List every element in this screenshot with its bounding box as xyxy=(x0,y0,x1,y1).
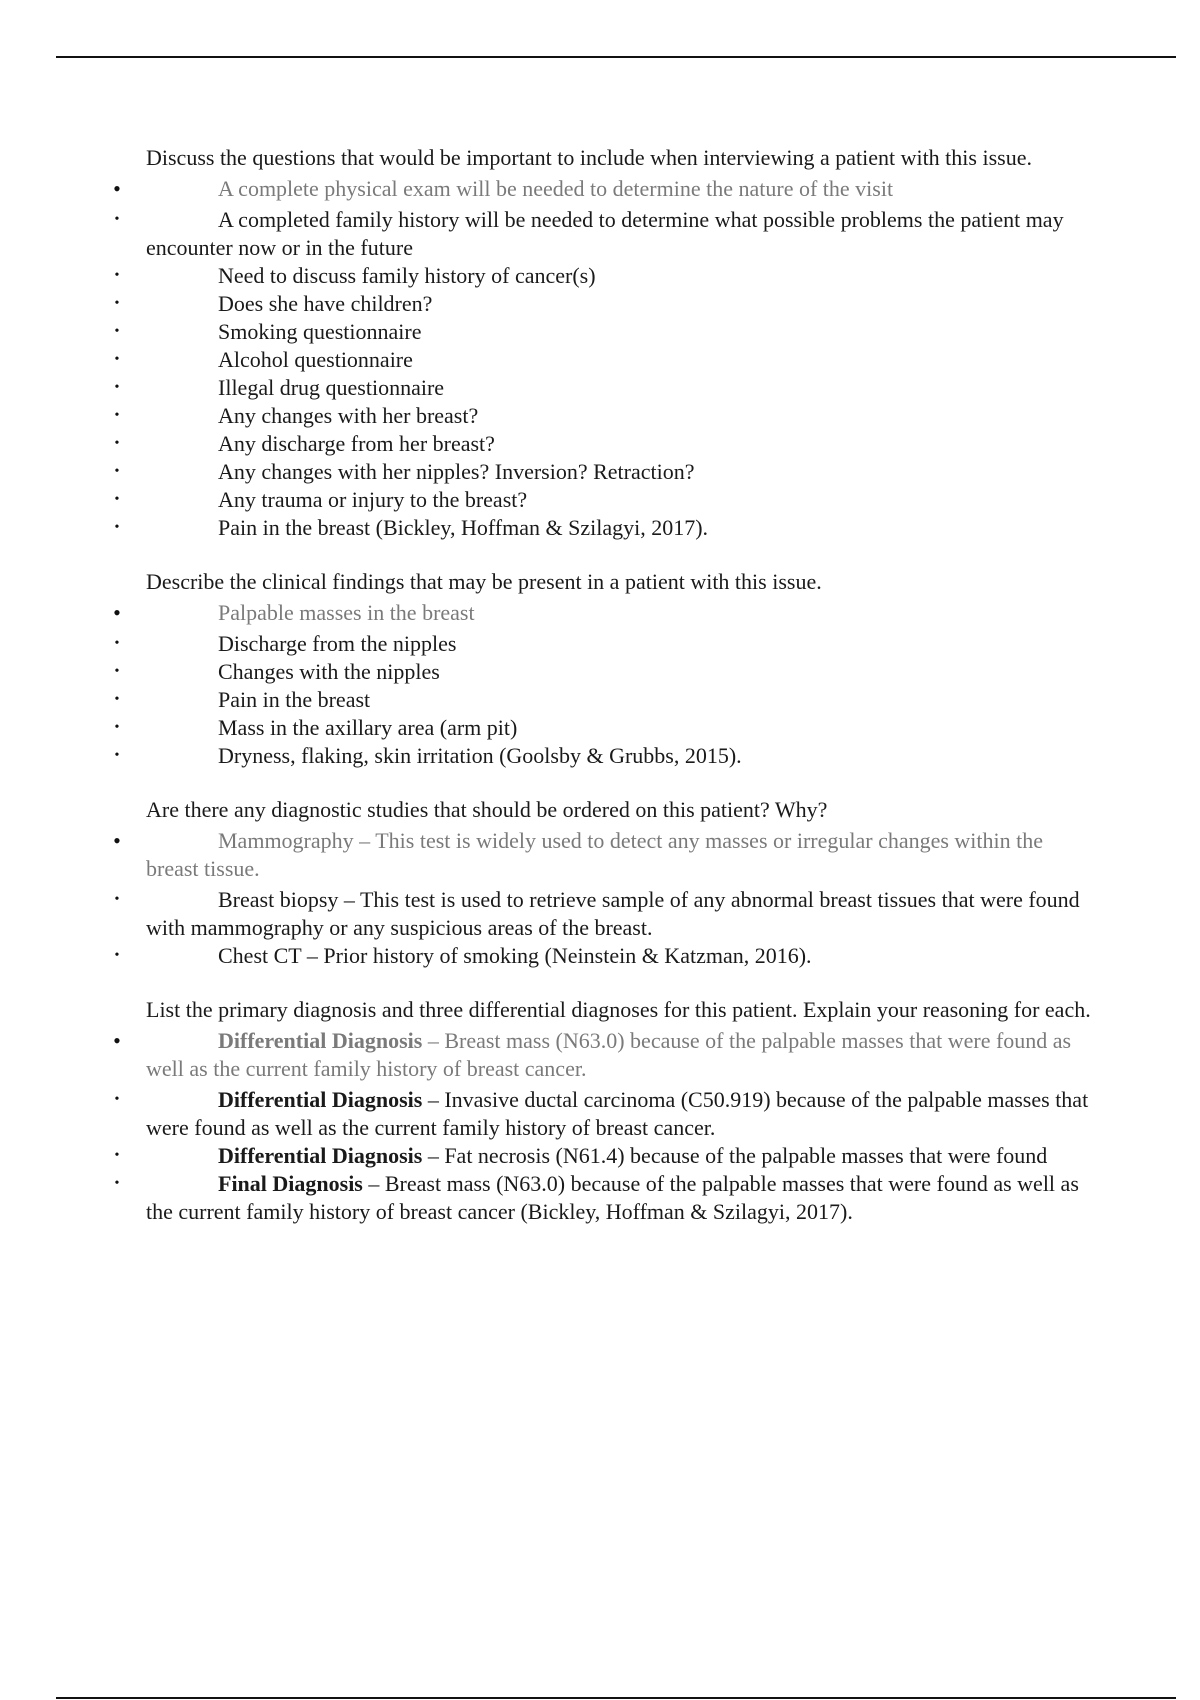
diagnosis-label: Differential Diagnosis xyxy=(218,1087,423,1112)
diagnosis-label: Differential Diagnosis xyxy=(218,1143,423,1168)
section-clinical-findings xyxy=(113,568,1092,770)
bullet-icon: • xyxy=(114,520,120,535)
bullet-icon: • xyxy=(114,892,120,907)
list-item: • Discharge from the nipples xyxy=(146,630,1092,658)
list-item: • A completed family history will be needed to determine what possible problems the patient may encounter now or in the future xyxy=(146,206,1092,262)
bullet-icon: • xyxy=(114,636,120,651)
list-item: • Any changes with her breast? xyxy=(146,402,1092,430)
bullet-icon: • xyxy=(114,748,120,763)
bullet-icon: • xyxy=(113,1028,121,1053)
list-item: • Breast biopsy – This test is used to retrieve sample of any abnormal breast tissues that were found with mammography or any suspicious areas of the breast. xyxy=(146,886,1092,942)
bullet-icon: • xyxy=(114,720,120,735)
bullet-icon: • xyxy=(114,268,120,283)
bullet-icon: • xyxy=(114,1148,120,1163)
bullet-icon: • xyxy=(114,212,120,227)
list-item: • Chest CT – Prior history of smoking (Neinstein & Katzman, 2016). xyxy=(146,942,1092,970)
bullet-icon: • xyxy=(113,600,121,625)
bullet-icon: • xyxy=(114,492,120,507)
list-item: • Pain in the breast xyxy=(146,686,1092,714)
bullet-icon: • xyxy=(114,408,120,423)
section-interview-questions xyxy=(113,144,1092,542)
diagnosis-label: Differential Diagnosis xyxy=(218,1028,423,1053)
list-item: • Pain in the breast (Bickley, Hoffman & Szilagyi, 2017). xyxy=(146,514,1092,542)
bullet-icon: • xyxy=(114,692,120,707)
section-question: List the primary diagnosis and three differential diagnoses for this patient. Explain your reasoning for each. xyxy=(146,997,1091,1022)
section-diagnoses xyxy=(113,996,1092,1226)
list-item: • Mammography – This test is widely used to detect any masses or irregular changes within the breast tissue. xyxy=(113,828,1044,881)
list-item: • Any changes with her nipples? Inversion? Retraction? xyxy=(146,458,1092,486)
bullet-icon: • xyxy=(114,380,120,395)
list-item: • Final Diagnosis – Breast mass (N63.0) because of the palpable masses that were found as well as the current family history of breast cancer (Bickley, Hoffman & Szilagyi, 2017). xyxy=(146,1170,1092,1226)
diagnosis-label: Final Diagnosis xyxy=(218,1171,363,1196)
bullet-icon: • xyxy=(114,296,120,311)
section-question: Describe the clinical findings that may be present in a patient with this issue. xyxy=(146,569,822,594)
list-item: • Changes with the nipples xyxy=(146,658,1092,686)
bullet-list xyxy=(113,1027,1092,1226)
bullet-icon: • xyxy=(114,324,120,339)
list-item: • Smoking questionnaire xyxy=(146,318,1092,346)
header-rule xyxy=(56,56,1176,58)
list-item: • Any discharge from her breast? xyxy=(146,430,1092,458)
bullet-icon: • xyxy=(114,352,120,367)
bullet-icon: • xyxy=(114,664,120,679)
bullet-list xyxy=(113,599,1092,770)
list-item: • A complete physical exam will be needed to determine the nature of the visit xyxy=(113,176,894,201)
section-question: Discuss the questions that would be important to include when interviewing a patient with this issue. xyxy=(146,145,1032,170)
list-item: • Illegal drug questionnaire xyxy=(146,374,1092,402)
bullet-icon: • xyxy=(113,176,121,201)
footer-rule xyxy=(56,1697,1176,1699)
bullet-list xyxy=(113,827,1092,970)
list-item: • Alcohol questionnaire xyxy=(146,346,1092,374)
section-question: Are there any diagnostic studies that should be ordered on this patient? Why? xyxy=(146,797,828,822)
section-diagnostic-studies xyxy=(113,796,1092,970)
document-body xyxy=(113,144,1092,1252)
list-item: • Need to discuss family history of cancer(s) xyxy=(146,262,1092,290)
bullet-list xyxy=(113,175,1092,542)
list-item: • Differential Diagnosis – Invasive ductal carcinoma (C50.919) because of the palpable masses that were found as well as the current family history of breast cancer. xyxy=(146,1086,1092,1142)
bullet-icon: • xyxy=(114,436,120,451)
list-item: • Palpable masses in the breast xyxy=(113,600,475,625)
bullet-icon: • xyxy=(114,1092,120,1107)
list-item: • Dryness, flaking, skin irritation (Goolsby & Grubbs, 2015). xyxy=(146,742,1092,770)
bullet-icon: • xyxy=(113,828,121,853)
list-item: • Differential Diagnosis – Breast mass (N63.0) because of the palpable masses that were found as well as the current family history of breast cancer. xyxy=(113,1028,1072,1081)
bullet-icon: • xyxy=(114,1176,120,1191)
bullet-icon: • xyxy=(114,464,120,479)
list-item: • Mass in the axillary area (arm pit) xyxy=(146,714,1092,742)
list-item: • Any trauma or injury to the breast? xyxy=(146,486,1092,514)
bullet-icon: • xyxy=(114,948,120,963)
list-item: • Differential Diagnosis – Fat necrosis (N61.4) because of the palpable masses that were found xyxy=(146,1142,1092,1170)
list-item: • Does she have children? xyxy=(146,290,1092,318)
